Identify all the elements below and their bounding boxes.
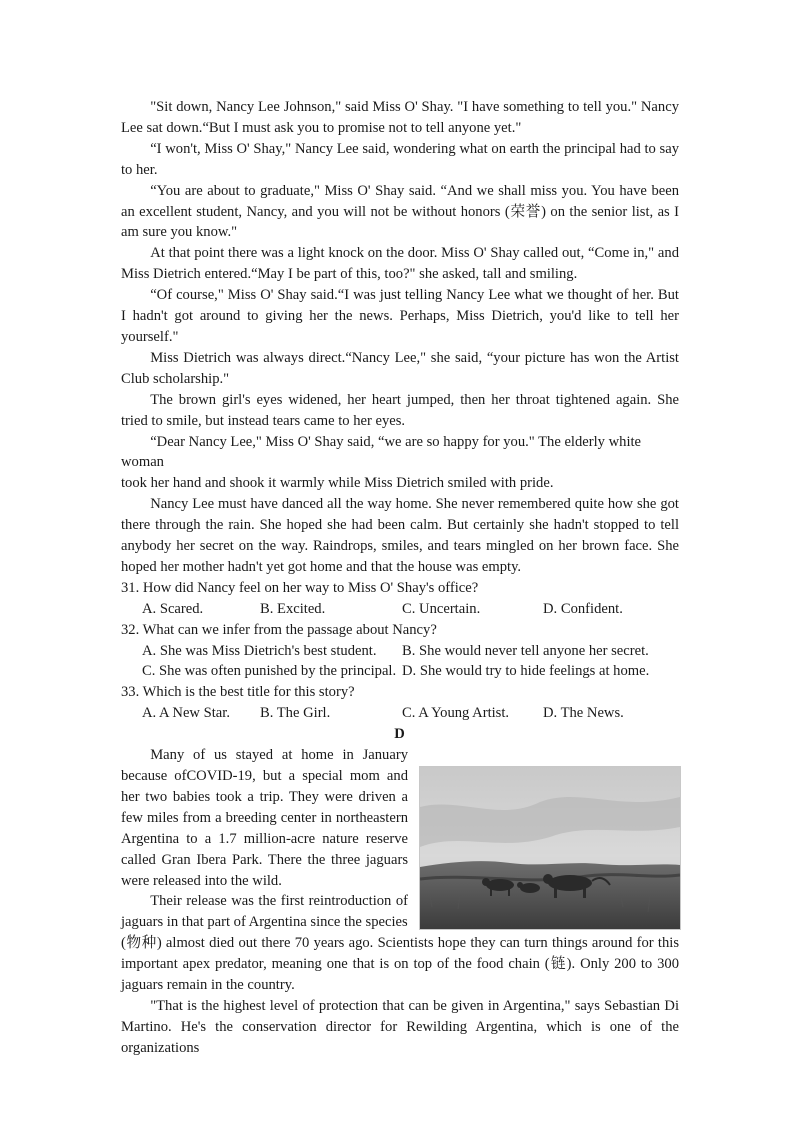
option-a: A. A New Star. — [142, 705, 230, 722]
text-below-photo — [121, 933, 679, 1058]
question-33-options — [121, 703, 679, 724]
option-a: A. Scared. — [142, 600, 204, 617]
question-32-options-row-2 — [121, 661, 679, 682]
option-d: D. Confident. — [543, 600, 623, 617]
jaguar-photo — [419, 766, 681, 930]
jaguar-photo-graphic — [420, 767, 680, 929]
paragraph: "Sit down, Nancy Lee Johnson," said Miss O' Shay. "I have something to tell you." Nancy Lee sat down.“But I must ask you to promise not to tell anyone yet." — [121, 99, 679, 136]
question-32-options-row-1 — [121, 641, 679, 662]
text-beside-photo — [121, 745, 408, 933]
question-31-options — [121, 599, 679, 620]
option-c: C. A Young Artist. — [402, 705, 510, 722]
option-c: C. Uncertain. — [402, 600, 481, 617]
paragraph: The brown girl's eyes widened, her heart jumped, then her throat tightened again. She tried to smile, but instead tears came to her eyes. — [121, 391, 679, 429]
question-32-stem: 32. What can we infer from the passage about Nancy? — [121, 621, 437, 638]
paragraph: Nancy Lee must have danced all the way home. She never remembered quite how she got there through the rain. She hoped she had been calm. But certainly she hadn't stopped to tell anybody her secret on the way. Raindrops, smiles, and tears mingled on her brown face. She hoped her mother hadn't yet got home and that the house was empty. — [121, 496, 679, 575]
paragraph: “Of course," Miss O' Shay said.“I was just telling Nancy Lee what we thought of her. But I hadn't got around to giving her the news. Perhaps, Miss Dietrich, you'd like to tell her yourself." — [121, 287, 679, 345]
option-b: B. The Girl. — [260, 705, 331, 722]
option-d: D. The News. — [543, 705, 624, 722]
question-31-stem: 31. How did Nancy feel on her way to Miss O' Shay's office? — [121, 579, 479, 596]
reading-passage — [121, 97, 679, 1059]
paragraph: At that point there was a light knock on the door. Miss O' Shay called out, “Come in," and Miss Dietrich entered.“May I be part of this, too?" she asked, tall and smiling. — [121, 245, 679, 283]
question-33-stem: 33. Which is the best title for this story? — [121, 684, 355, 701]
option-b: B. Excited. — [260, 600, 326, 617]
option-d: D. She would try to hide feelings at home. — [402, 663, 650, 680]
option-b: B. She would never tell anyone her secret. — [402, 642, 649, 659]
paragraph: Their release was the first reintroduction of jaguars in that part of Argentina since the species — [121, 893, 408, 931]
option-a: A. She was Miss Dietrich's best student. — [142, 642, 377, 659]
section-heading — [121, 724, 679, 745]
paragraph: "That is the highest level of protection that can be given in Argentina," says Sebastian Di Martino. He's the conservation director for Rewilding Argentina, which is one of the organizations — [121, 997, 679, 1056]
paragraph: “You are about to graduate," Miss O' Shay said. “And we shall miss you. You have been an excellent student, Nancy, and you will not be without honors (荣誉) on the senior list, as I am sure you know." — [121, 182, 679, 241]
paragraph: “I won't, Miss O' Shay," Nancy Lee said, wondering what on earth the principal had to say to her. — [121, 140, 679, 178]
paragraph-continuation: took her hand and shook it warmly while Miss Dietrich smiled with pride. — [121, 475, 554, 492]
paragraph-continuation: (物种) almost died out there 70 years ago. Scientists hope they can turn things around for this important apex predator, meaning one that is on top of the food chain (链). Only 200 to 300 jaguars remain in the country. — [121, 935, 679, 994]
paragraph: Miss Dietrich was always direct.“Nancy Lee," she said, “your picture has won the Artist Club scholarship." — [121, 349, 679, 387]
paragraph: Many of us stayed at home in January because ofCOVID-19, but a special mom and her two babies took a trip. They were driven a few miles from a breeding center in northeastern Argentina to a 1.7 million-acre nature reserve called Gran Ibera Park. There the three jaguars were released into the wild. — [121, 747, 408, 889]
section-letter: D — [394, 726, 405, 743]
option-c: C. She was often punished by the principal. — [142, 663, 397, 680]
paragraph: “Dear Nancy Lee," Miss O' Shay said, “we are so happy for you." The elderly white woman — [121, 433, 642, 471]
section-d-body — [121, 745, 679, 1059]
